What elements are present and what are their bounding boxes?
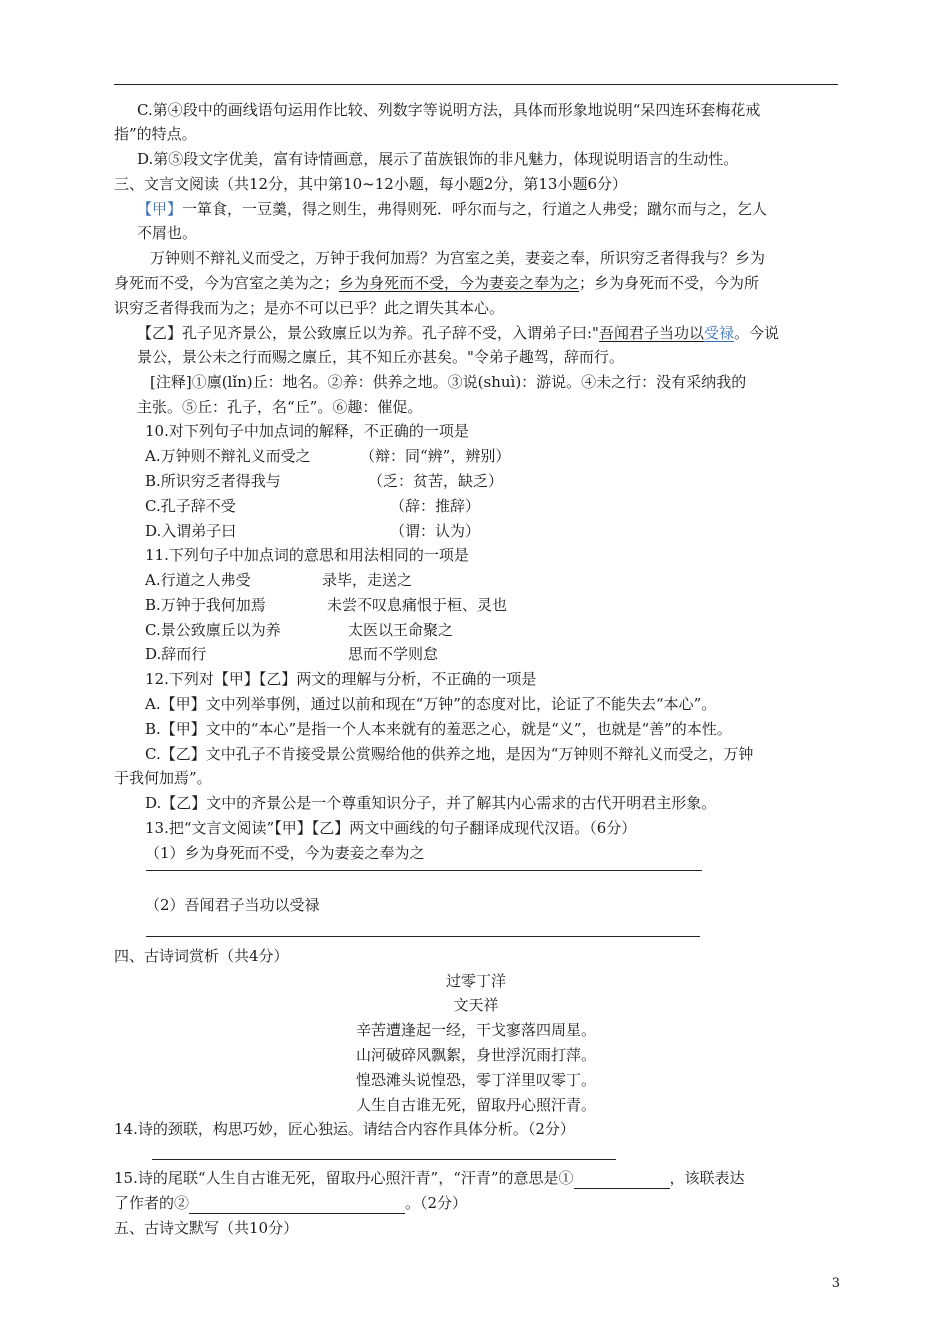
passage-jia-line4: 身死而不受，今为宫室之美为之；乡为身死而不受，今为妻妾之奉为之；乡为身死而不受，今为所 <box>114 274 760 292</box>
passage-jia-line5: 识穷乏者得我而为之；是亦不可以已乎？此之谓失其本心。 <box>114 299 505 317</box>
underlined-sentence-2: 吾闻君子当功以 <box>598 324 704 342</box>
q13-part-1: （1）乡为身死而不受，今为妻妾之奉为之 <box>145 844 425 862</box>
q11-option-a: A.行道之人弗受 <box>145 571 251 589</box>
q12-option-b: B.【甲】文中的“本心”是指一个人本来就有的羞恶之心，就是“义”，也就是“善”的本性。 <box>145 720 732 738</box>
q12-option-d: D.【乙】文中的齐景公是一个尊重知识分子，并了解其内心需求的古代开明君主形象。 <box>145 794 717 812</box>
page-number: 3 <box>831 1276 840 1291</box>
q12-option-a: A.【甲】文中列举事例，通过以前和现在“万钟”的态度对比，论证了不能失去“本心”。 <box>145 695 717 713</box>
q11-option-b: B.万钟于我何加焉 <box>145 596 266 614</box>
question-13: 13.把“文言文阅读”【甲】【乙】两文中画线的句子翻译成现代汉语。（6分） <box>145 819 637 837</box>
section-3-title: 三、文言文阅读（共12分，其中第10~12小题，每小题2分，第13小题6分） <box>114 175 628 193</box>
passage-yi-line2: 景公，景公未之行而赐之廪丘，其不知丘亦甚矣。"令弟子趣驾，辞而行。 <box>137 348 624 366</box>
q11-option-b-compare: 未尝不叹息痛恨于桓、灵也 <box>327 596 508 614</box>
option-c-line2: 指”的特点。 <box>114 125 197 143</box>
q10-option-a: A.万钟则不辩礼义而受之 <box>145 447 311 465</box>
q13-answer-line-1[interactable] <box>146 870 702 871</box>
header-rule <box>114 84 838 85</box>
passage-yi-line1: 【乙】孔子见齐景公，景公致廪丘以为养。孔子辞不受，入谓弟子曰:"吾闻君子当功以受禄。今说 <box>137 324 780 342</box>
question-15-line1: 15.诗的尾联“人生自古谁无死，留取丹心照汗青”，“汗青”的意思是① ，该联表达 <box>114 1169 745 1187</box>
q11-option-c: C.景公致廪丘以为养 <box>145 621 281 639</box>
question-10: 10.对下列句子中加点词的解释，不正确的一项是 <box>145 422 469 440</box>
question-15-line2: 了作者的② 。（2分） <box>114 1194 468 1212</box>
q10-option-d-gloss: （谓：认为） <box>390 522 481 540</box>
q10-option-c: C.孔子辞不受 <box>145 497 236 515</box>
question-14: 14.诗的颈联，构思巧妙，匠心独运。请结合内容作具体分析。（2分） <box>114 1120 575 1138</box>
passage-jia-line2: 不屑也。 <box>137 224 198 242</box>
q13-part-2: （2）吾闻君子当功以受禄 <box>145 896 320 914</box>
section-5-title: 五、古诗文默写（共10分） <box>114 1219 299 1237</box>
option-c-line1: C.第④段中的画线语句运用作比较、列数字等说明方法，具体而形象地说明“呆四连环套梅花戒 <box>137 101 761 119</box>
q11-option-d-compare: 思而不学则怠 <box>348 645 439 663</box>
q15-blank-2[interactable] <box>189 1198 405 1214</box>
q11-option-c-compare: 太医以王命聚之 <box>348 621 454 639</box>
q10-option-b-gloss: （乏：贫苦，缺乏） <box>368 472 504 490</box>
jia-tag: 【甲】 <box>137 200 183 218</box>
q10-option-d: D.入谓弟子曰 <box>145 522 237 540</box>
q15-blank-1[interactable] <box>574 1173 670 1189</box>
q10-option-a-gloss: （辩：同“辨”，辨别） <box>360 447 511 465</box>
poem-author: 文天祥 <box>453 996 499 1014</box>
poem-line-4: 人生自古谁无死，留取丹心照汗青。 <box>355 1096 596 1114</box>
poem-line-3: 惶恐滩头说惶恐，零丁洋里叹零丁。 <box>355 1071 596 1089</box>
option-d: D.第⑤段文字优美，富有诗情画意，展示了苗族银饰的非凡魅力，体现说明语言的生动性。 <box>137 150 739 168</box>
poem-line-1: 辛苦遭逢起一经，干戈寥落四周星。 <box>355 1021 596 1039</box>
q13-answer-line-2[interactable] <box>146 936 700 937</box>
q12-option-c-line2: 于我何加焉”。 <box>114 769 212 787</box>
question-12: 12.下列对【甲】【乙】两文的理解与分析，不正确的一项是 <box>145 670 537 688</box>
passage-jia-line1: 【甲】一箪食，一豆羹，得之则生，弗得则死．呼尔而与之，行道之人弗受；蹴尔而与之，乞人 <box>137 200 768 218</box>
q11-option-d: D.辞而行 <box>145 645 207 663</box>
q12-option-c-line1: C.【乙】文中孔子不肯接受景公赏赐给他的供养之地，是因为“万钟则不辩礼义而受之，万钟 <box>145 745 754 763</box>
poem-title: 过零丁洋 <box>445 972 506 990</box>
poem-line-2: 山河破碎风飘絮，身世浮沉雨打萍。 <box>355 1046 596 1064</box>
question-11: 11.下列句子中加点词的意思和用法相同的一项是 <box>145 546 469 564</box>
underlined-sentence-1: 乡为身死而不受，今为妻妾之奉为之 <box>339 274 580 292</box>
passage-jia-line3: 万钟则不辩礼义而受之，万钟于我何加焉？为宫室之美，妻妾之奉，所识穷乏者得我与？乡为 <box>150 249 766 267</box>
annotation-line1: [注释]①廪(lǐn)丘：地名。②养：供养之地。③说(shuì)：游说。④未之行：没有采纳我的 <box>150 373 747 391</box>
section-4-title: 四、古诗词赏析（共4分） <box>114 947 289 965</box>
annotation-line2: 主张。⑤丘：孔子，名“丘”。⑥趣：催促。 <box>137 398 423 416</box>
q10-option-b: B.所识穷乏者得我与 <box>145 472 281 490</box>
q14-answer-line[interactable] <box>152 1159 616 1160</box>
q11-option-a-compare: 录毕，走送之 <box>322 571 413 589</box>
q10-option-c-gloss: （辞：推辞） <box>390 497 481 515</box>
